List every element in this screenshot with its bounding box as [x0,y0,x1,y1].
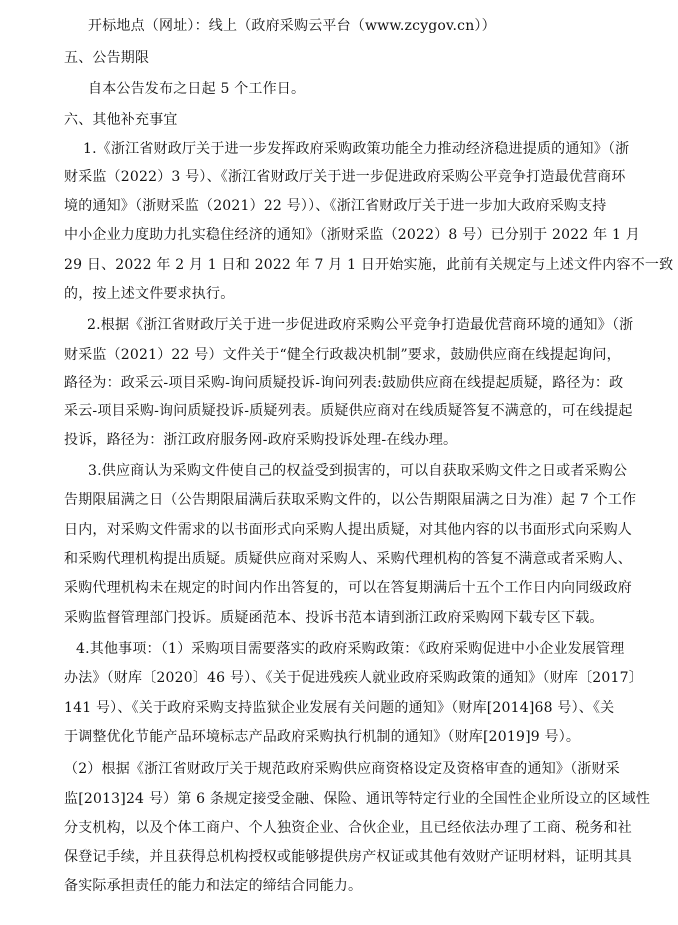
section5-text: 自本公告发布之日起 5 个工作日。 [88,81,306,97]
paragraph-line: 保登记手续，并且获得总机构授权或能够提供房产权证或其他有效财产证明材料，证明其具 [64,849,632,865]
paragraph-line: 采购监督管理部门投诉。质疑函范本、投诉书范本请到浙江政府采购网下载专区下载。 [64,610,604,626]
paragraph-line: 告期限届满之日（公告期限届满后获取采购文件的，以公告期限届满之日为准）起 7 个工作 [64,492,637,508]
paragraph-line: 中小企业力度助力扎实稳住经济的通知》（浙财采监（2022）8 号）已分别于 2022 年 1 月 [64,227,640,243]
paragraph-line: 29 日、2022 年 2 月 1 日和 2022 年 7 月 1 日开始实施，此前有关规定与上述文件内容不一致 [64,257,674,273]
section6-title: 六、其他补充事宜 [64,112,178,128]
paragraph-line: 投诉，路径为：浙江政府服务网-政府采购投诉处理-在线办理。 [64,432,458,448]
paragraph-line: 的，按上述文件要求执行。 [64,286,235,302]
paragraph-line: 分支机构，以及个体工商户、个人独资企业、合伙企业，且已经依法办理了工商、税务和社 [64,820,632,836]
paragraph-line: 2.根据《浙江省财政厅关于进一步促进政府采购公平竞争打造最优营商环境的通知》（浙 [87,317,634,333]
opening-location: 开标地点（网址）：线上（政府采购云平台（www.zcygov.cn）） [88,18,496,34]
paragraph-line: 4.其他事项：（1）采购项目需要落实的政府采购政策：《政府采购促进中小企业发展管理 [76,641,625,657]
paragraph-line: （2）根据《浙江省财政厅关于规范政府采购供应商资格设定及资格审查的通知》（浙财采 [64,761,620,777]
section5-title: 五、公告期限 [64,50,150,66]
paragraph-line: 和采购代理机构提出质疑。质疑供应商对采购人、采购代理机构的答复不满意或者采购人、 [64,551,632,567]
paragraph-line: 采购代理机构未在规定的时间内作出答复的，可以在答复期满后十五个工作日内向同级政府 [64,580,632,596]
paragraph-line: 日内，对采购文件需求的以书面形式向采购人提出质疑，对其他内容的以书面形式向采购人 [64,522,632,538]
paragraph-line: 财采监（2021）22 号）文件关于“健全行政裁决机制”要求，鼓励供应商在线提起询问， [64,347,621,363]
paragraph-line: 路径为：政采云-项目采购-询问质疑投诉-询问列表:鼓励供应商在线提起质疑，路径为：政 [64,375,624,391]
paragraph-line: 1.《浙江省财政厅关于进一步发挥政府采购政策功能全力推动经济稳进提质的通知》（浙 [83,141,630,157]
paragraph-line: 141 号）、《关于政府采购支持监狱企业发展有关问题的通知》（财库[2014]68 号）、《关 [64,700,615,716]
paragraph-line: 采云-项目采购-询问质疑投诉-质疑列表。质疑供应商对在线质疑答复不满意的，可在线提起 [64,403,633,419]
paragraph-line: 于调整优化节能产品环境标志产品政府采购执行机制的通知》（财库[2019]9 号）。 [64,729,581,745]
paragraph-line: 境的通知》（浙财采监（2021）22 号））、《浙江省财政厅关于进一步加大政府采购支持 [64,198,607,214]
paragraph-line: 备实际承担责任的能力和法定的缔结合同能力。 [64,878,363,894]
paragraph-line: 财采监（2022）3 号）、《浙江省财政厅关于进一步促进政府采购公平竞争打造最优营商环 [64,169,626,185]
paragraph-line: 监[2013]24 号）第 6 条规定接受金融、保险、通讯等特定行业的全国性企业所设立的区域性 [64,791,651,807]
paragraph-line: 办法》（财库〔2020〕46 号）、《关于促进残疾人就业政府采购政策的通知》（财库〔2017〕 [64,670,643,686]
paragraph-line: 3.供应商认为采购文件使自己的权益受到损害的，可以自获取采购文件之日或者采购公 [88,463,628,479]
